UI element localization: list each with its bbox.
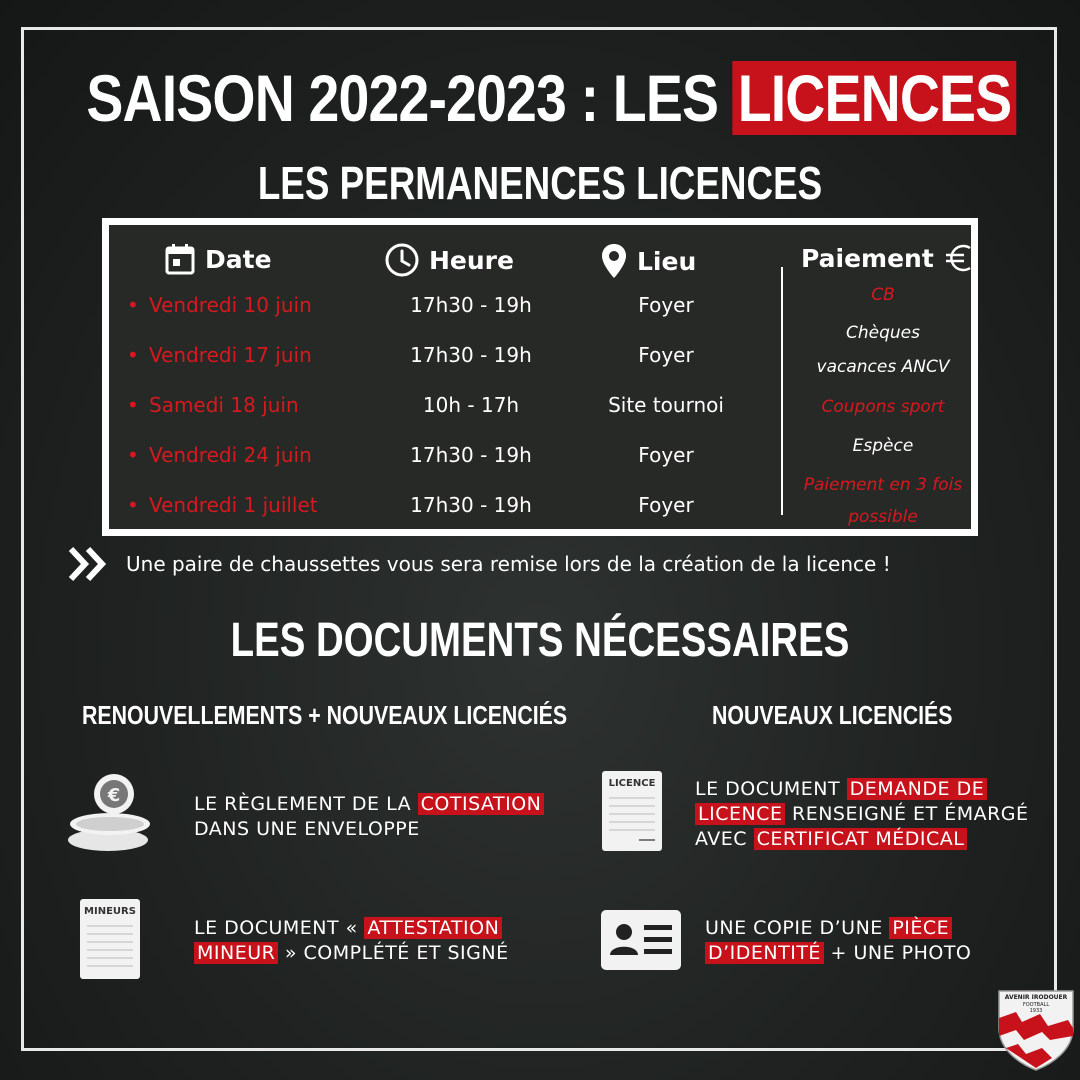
row-lieu: Site tournoi xyxy=(608,393,724,417)
row-lieu: Foyer xyxy=(638,293,694,317)
svg-text:MINEURS: MINEURS xyxy=(84,906,136,917)
svg-text:1933: 1933 xyxy=(1029,1008,1043,1014)
payment-item: Paiement en 3 fois xyxy=(803,475,963,495)
doc-piece-identite: UNE COPIE D’UNE PIÈCE D’IDENTITÉ + UNE PHOTO xyxy=(705,917,972,964)
section-title-documents: LES DOCUMENTS NÉCESSAIRES xyxy=(230,614,850,667)
doc-demande-licence: LE DOCUMENT DEMANDE DE LICENCE RENSEIGNÉ ET ÉMARGÉ AVEC CERTIFICAT MÉDICAL xyxy=(695,778,1029,850)
column-title-renouvellements: RENOUVELLEMENTS + NOUVEAUX LICENCIÉS xyxy=(82,700,568,730)
payment-item: CB xyxy=(871,285,895,305)
doc-attestation-mineur: LE DOCUMENT « ATTESTATION MINEUR » COMPLÉTÉ ET SIGNÉ xyxy=(194,917,509,964)
row-heure: 17h30 - 19h xyxy=(410,343,532,367)
document-licence-icon xyxy=(601,770,663,856)
payment-item: vacances ANCV xyxy=(816,357,950,377)
row-lieu: Foyer xyxy=(638,343,694,367)
column-title-nouveaux: NOUVEAUX LICENCIÉS xyxy=(712,700,953,730)
payment-item: possible xyxy=(848,507,918,527)
socks-note: Une paire de chaussettes vous sera remise lors de la création de la licence ! xyxy=(68,546,891,582)
payment-item: Coupons sport xyxy=(821,397,945,417)
header-heure: Heure xyxy=(385,243,514,277)
permanences-table xyxy=(102,218,978,536)
coins-icon xyxy=(64,772,156,858)
row-lieu: Foyer xyxy=(638,443,694,467)
row-lieu: Foyer xyxy=(638,493,694,517)
row-date: • Vendredi 1 juillet xyxy=(149,493,318,517)
title-highlight: LICENCES xyxy=(733,61,1017,135)
row-heure: 17h30 - 19h xyxy=(410,443,532,467)
row-date: • Vendredi 10 juin xyxy=(149,293,312,317)
euro-icon xyxy=(944,243,974,273)
svg-text:€: € xyxy=(107,785,121,806)
calendar-icon xyxy=(165,243,195,275)
header-date: Date xyxy=(165,243,272,275)
payment-item: Espèce xyxy=(852,436,914,456)
row-heure: 17h30 - 19h xyxy=(410,493,532,517)
page-title: SAISON 2022-2023 : LES LICENCES xyxy=(86,60,993,136)
header-paiement: Paiement xyxy=(801,243,974,273)
club-logo xyxy=(996,988,1076,1076)
id-card-icon xyxy=(600,909,682,975)
svg-text:AVENIR IRODOUER: AVENIR IRODOUER xyxy=(1004,994,1068,1001)
clock-icon xyxy=(385,243,419,277)
location-pin-icon xyxy=(601,243,627,279)
row-date: • Vendredi 17 juin xyxy=(149,343,312,367)
column-divider xyxy=(781,267,783,515)
row-heure: 17h30 - 19h xyxy=(410,293,532,317)
row-date: • Vendredi 24 juin xyxy=(149,443,312,467)
row-heure: 10h - 17h xyxy=(422,393,520,417)
svg-text:LICENCE: LICENCE xyxy=(608,778,656,789)
header-lieu: Lieu xyxy=(601,243,696,279)
doc-cotisation: LE RÈGLEMENT DE LA COTISATION DANS UNE ENVELOPPE xyxy=(194,792,544,842)
section-title-permanences: LES PERMANENCES LICENCES xyxy=(257,157,823,209)
row-date: • Samedi 18 juin xyxy=(149,393,299,417)
svg-text:FOOTBALL: FOOTBALL xyxy=(1022,1002,1050,1008)
double-chevron-icon xyxy=(68,546,108,582)
payment-item: Chèques xyxy=(846,323,920,343)
document-mineurs-icon xyxy=(79,898,141,984)
